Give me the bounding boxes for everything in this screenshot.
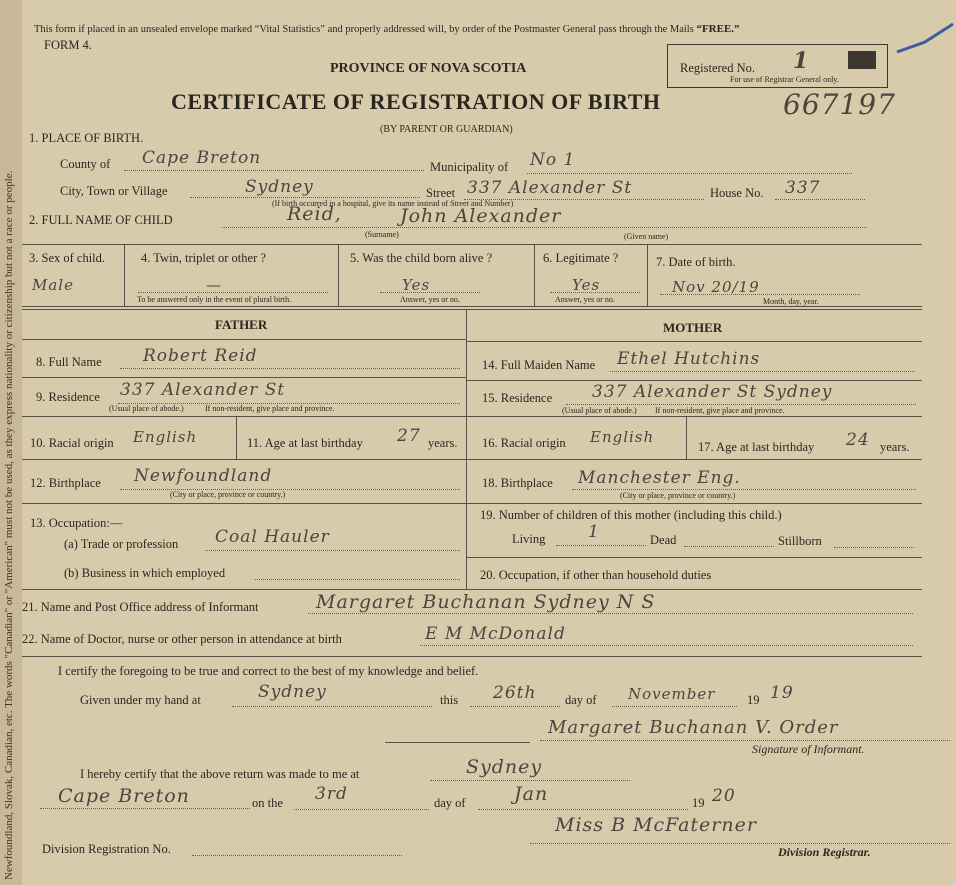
- given-name-caption: (Given name): [624, 232, 669, 241]
- given-under-label: Given under my hand at: [80, 693, 201, 707]
- postal-note: [34, 23, 740, 35]
- father-name-label: 8. Full Name: [36, 355, 102, 369]
- father-trade-label: (a) Trade or profession: [64, 537, 179, 551]
- given-month-value: November: [628, 685, 716, 703]
- registrar-place-value: Sydney: [466, 756, 543, 778]
- given-year-prefix: 19: [747, 693, 760, 707]
- division-registration-label: Division Registration No.: [42, 842, 171, 856]
- mother-age-label: 17. Age at last birthday: [698, 440, 815, 454]
- mother-residence-label: 15. Residence: [482, 391, 553, 405]
- informant-signature: Margaret Buchanan V. Order: [548, 717, 839, 738]
- registered-label: Registered No.: [680, 61, 755, 75]
- father-residence-label: 9. Residence: [36, 390, 100, 404]
- certificate-subtitle: (BY PARENT OR GUARDIAN): [380, 124, 513, 135]
- registered-number: 1: [793, 48, 810, 74]
- registrar-county-value: Cape Breton: [58, 785, 190, 807]
- mother-name-label: 14. Full Maiden Name: [482, 358, 596, 372]
- house-label: House No.: [710, 186, 764, 200]
- registrar-year-value: 20: [712, 786, 736, 806]
- father-years-label: years.: [428, 436, 458, 450]
- twin-note: To be answered only in the event of plural birth.: [137, 295, 292, 304]
- doctor-label: 22. Name of Doctor, nurse or other person in attendance at birth: [22, 632, 342, 646]
- date-of-birth-label: 7. Date of birth.: [656, 255, 736, 269]
- county-label: County of: [60, 157, 111, 171]
- father-age-value: 27: [397, 426, 421, 446]
- father-residence-value: 337 Alexander St: [120, 380, 286, 400]
- municipality-value: No 1: [530, 150, 576, 170]
- redacted-mark: [848, 51, 876, 69]
- father-residence-caption: (Usual place of abode.): [109, 404, 184, 413]
- house-value: 337: [785, 178, 821, 198]
- father-business-label: (b) Business in which employed: [64, 566, 226, 580]
- registrar-month-value: Jan: [514, 783, 549, 805]
- city-value: Sydney: [245, 177, 314, 197]
- mother-children-label: 19. Number of children of this mother (including this child.): [480, 508, 782, 522]
- informant-label: 21. Name and Post Office address of Informant: [22, 600, 259, 614]
- this-label: this: [440, 693, 459, 707]
- legitimate-label: 6. Legitimate ?: [543, 251, 619, 265]
- father-trade-value: Coal Hauler: [215, 527, 330, 547]
- father-birthplace-label: 12. Birthplace: [30, 476, 101, 490]
- child-name-label: 2. FULL NAME OF CHILD: [29, 213, 173, 227]
- signature-caption: Signature of Informant.: [752, 742, 865, 756]
- mother-birthplace-value: Manchester Eng.: [578, 468, 741, 488]
- alive-value: Yes: [402, 276, 431, 294]
- stamp-number: 667197: [783, 88, 896, 121]
- date-of-birth-value: Nov 20/19: [672, 278, 760, 296]
- certify-statement: I certify the foregoing to be true and correct to the best of my knowledge and belief.: [58, 664, 479, 678]
- registrar-statement: I hereby certify that the above return was made to me at: [80, 767, 360, 781]
- legitimate-value: Yes: [572, 276, 601, 294]
- mother-residence-value: 337 Alexander St Sydney: [592, 382, 833, 402]
- living-label: Living: [512, 532, 546, 546]
- mother-birthplace-label: 18. Birthplace: [482, 476, 553, 490]
- mother-age-value: 24: [846, 430, 870, 450]
- sex-value: Male: [32, 276, 74, 294]
- father-residence-caption-2: If non-resident, give place and province.: [205, 404, 335, 413]
- certificate-title: CERTIFICATE OF REGISTRATION OF BIRTH: [171, 89, 661, 114]
- margin-note: Newfoundland, Slovak, Canadian, etc. The words "Canadian" or "American" must not be used, as they express nationality or citizenship but not a race or people.: [3, 170, 15, 880]
- doctor-value: E M McDonald: [425, 624, 566, 644]
- alive-label: 5. Was the child born alive ?: [350, 251, 493, 265]
- father-age-label: 11. Age at last birthday: [247, 436, 363, 450]
- father-racial-origin-label: 10. Racial origin: [30, 436, 114, 450]
- registrar-day-value: 3rd: [315, 784, 348, 804]
- given-day-of-label: day of: [565, 693, 597, 707]
- registrar-day-of: day of: [434, 796, 466, 810]
- postal-note-text: This form if placed in an unsealed envelope marked “Vital Statistics” and properly addressed will, by order of the Postmaster General pass through the Mails: [34, 24, 694, 35]
- mother-residence-caption: (Usual place of abode.): [562, 406, 637, 415]
- check-mark-icon: [895, 22, 955, 62]
- registered-number-box: [667, 44, 888, 88]
- division-registrar-caption: Division Registrar.: [778, 845, 871, 859]
- twin-value: —: [206, 276, 222, 294]
- city-label: City, Town or Village: [60, 184, 168, 198]
- twin-label: 4. Twin, triplet or other ?: [141, 251, 266, 265]
- father-heading: FATHER: [215, 317, 268, 332]
- form-number: FORM 4.: [44, 38, 92, 52]
- living-value: 1: [588, 522, 600, 542]
- county-value: Cape Breton: [142, 148, 262, 168]
- informant-value: Margaret Buchanan Sydney N S: [316, 591, 656, 613]
- mother-birthplace-caption: (City or place, province or country.): [620, 491, 736, 500]
- father-birthplace-value: Newfoundland: [134, 466, 273, 486]
- hospital-note: (If birth occurred in a hospital, give its name instead of Street and Number): [272, 199, 514, 208]
- dead-label: Dead: [650, 533, 677, 547]
- father-occupation-label: 13. Occupation:—: [30, 516, 123, 530]
- stillborn-label: Stillborn: [778, 534, 822, 548]
- mother-years-label: years.: [880, 440, 910, 454]
- child-surname: Reid,: [287, 203, 342, 225]
- mother-residence-caption-2: If non-resident, give place and province.: [655, 406, 785, 415]
- mother-heading: MOTHER: [663, 320, 723, 335]
- mother-racial-origin-value: English: [590, 428, 655, 446]
- given-place-value: Sydney: [258, 682, 327, 702]
- place-of-birth-heading: 1. PLACE OF BIRTH.: [29, 131, 144, 145]
- postal-free: “FREE.”: [696, 23, 740, 35]
- mother-racial-origin-label: 16. Racial origin: [482, 436, 566, 450]
- municipality-label: Municipality of: [430, 160, 509, 174]
- mother-name-value: Ethel Hutchins: [617, 349, 761, 369]
- given-year-value: 19: [770, 683, 794, 703]
- street-value: 337 Alexander St: [467, 178, 633, 198]
- father-birthplace-caption: (City or place, province or country.): [170, 490, 286, 499]
- father-racial-origin-value: English: [133, 428, 198, 446]
- father-name-value: Robert Reid: [143, 346, 258, 366]
- margin-note-strip: [0, 0, 22, 885]
- registrar-signature: Miss B McFaterner: [555, 814, 757, 836]
- child-given-name: John Alexander: [400, 205, 562, 227]
- province-heading: PROVINCE OF NOVA SCOTIA: [330, 61, 527, 76]
- sex-label: 3. Sex of child.: [29, 251, 106, 265]
- date-caption: Month, day, year.: [763, 297, 819, 306]
- street-label: Street: [426, 186, 456, 200]
- alive-caption: Answer, yes or no.: [400, 295, 460, 304]
- given-day-value: 26th: [493, 683, 537, 703]
- registrar-on-the: on the: [252, 796, 283, 810]
- surname-caption: (Surname): [365, 230, 399, 239]
- registrar-year-prefix: 19: [692, 796, 705, 810]
- mother-occupation-label: 20. Occupation, if other than household duties: [480, 568, 712, 582]
- legitimate-caption: Answer, yes or no.: [555, 295, 615, 304]
- registrar-use-note: For use of Registrar General only.: [730, 75, 839, 84]
